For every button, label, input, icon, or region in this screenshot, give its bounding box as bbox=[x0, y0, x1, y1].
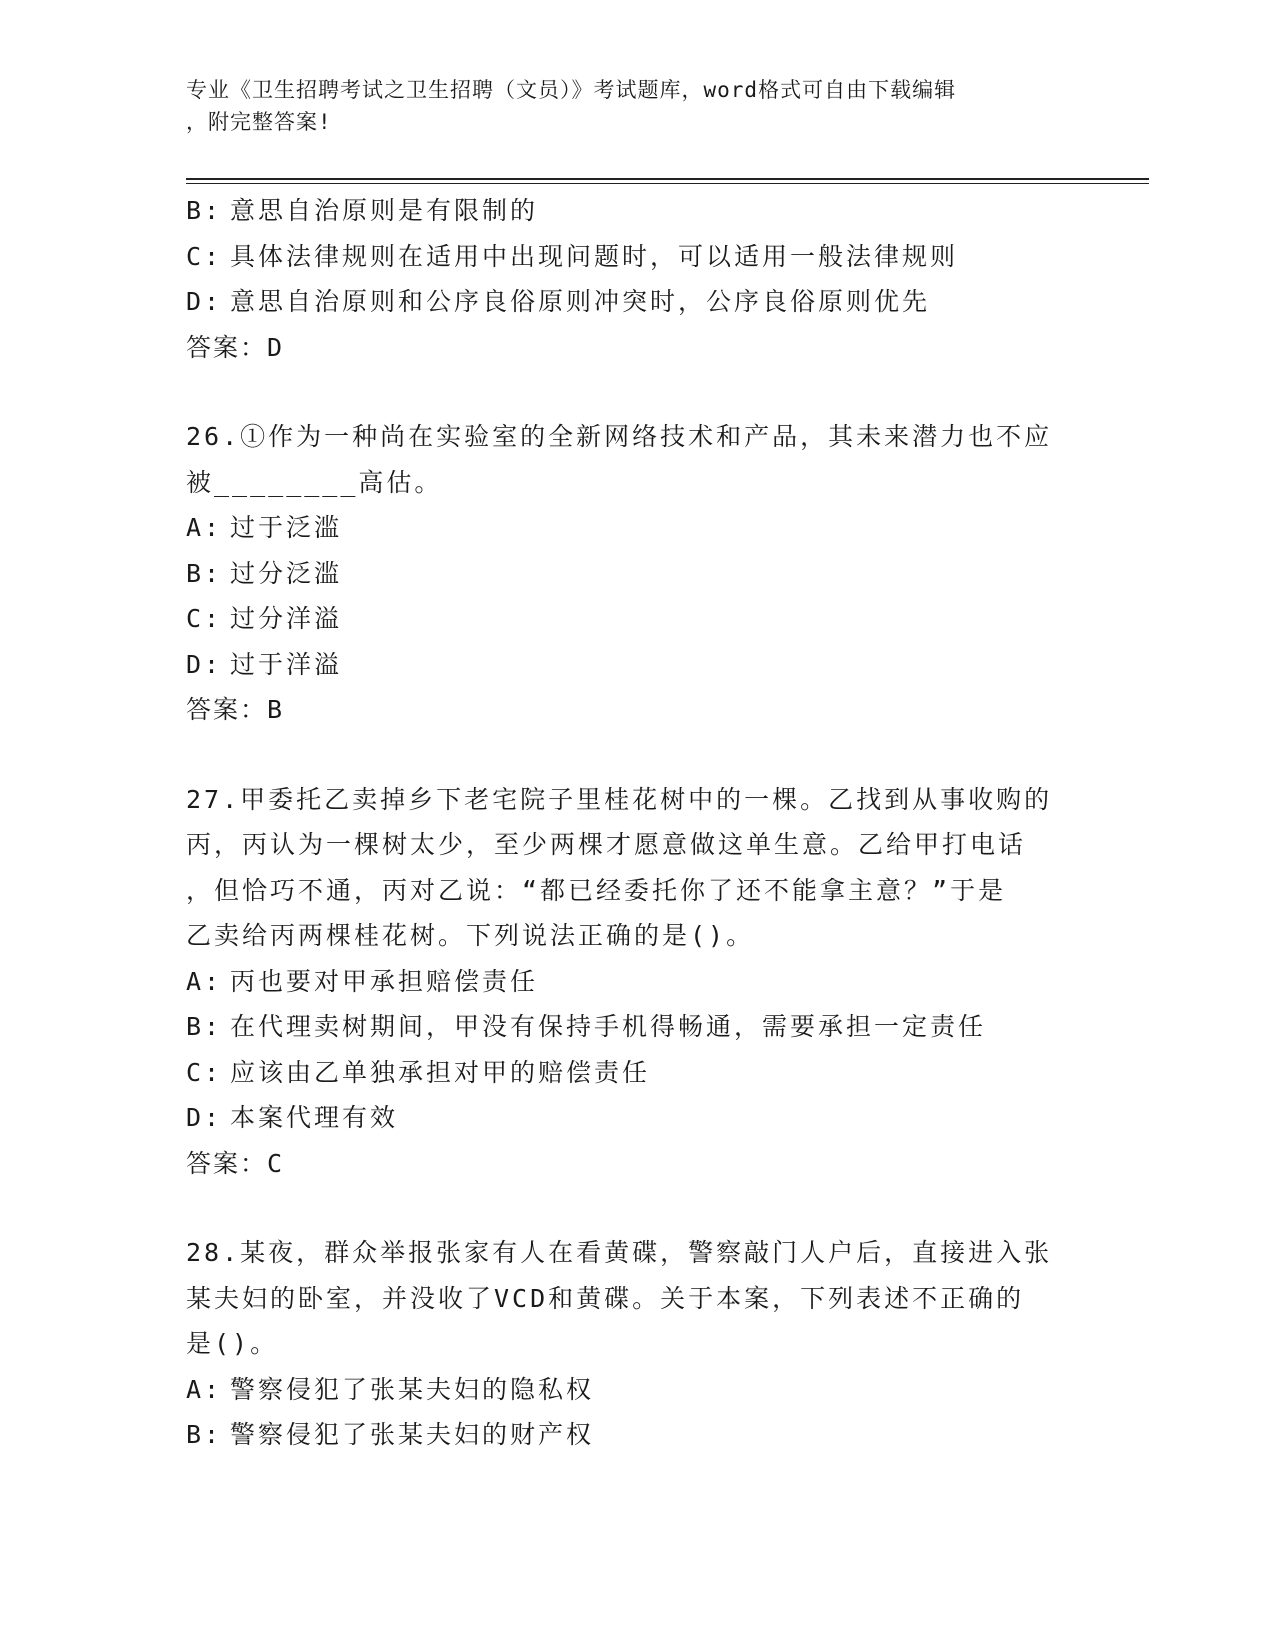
option-d bbox=[186, 1095, 1086, 1141]
document-body bbox=[186, 188, 1086, 1458]
option-text: 具体法律规则在适用中出现问题时，可以适用一般法律规则 bbox=[230, 241, 959, 271]
answer-value: B bbox=[267, 695, 285, 724]
question-stem-line: 27.甲委托乙卖掉乡下老宅院子里桂花树中的一棵。乙找到从事收购的 bbox=[186, 784, 1053, 814]
header-line-2: ，附完整答案! bbox=[186, 110, 332, 134]
answer-value: D bbox=[267, 332, 285, 362]
option-text: 过分泛滥 bbox=[230, 558, 343, 588]
option-c bbox=[186, 234, 1086, 280]
option-c bbox=[186, 596, 1086, 642]
option-key: B: bbox=[186, 1420, 223, 1449]
answer-value: C bbox=[267, 1148, 285, 1178]
option-a bbox=[186, 1367, 1086, 1413]
header-rule-thin bbox=[186, 183, 1149, 184]
question-stem-line: 丙，丙认为一棵树太少，至少两棵才愿意做这单生意。乙给甲打电话 bbox=[186, 830, 1027, 859]
option-key: C: bbox=[186, 1057, 223, 1087]
header-line-1: 专业《卫生招聘考试之卫生招聘（文员）》考试题库，word格式可自由下载编辑 bbox=[186, 78, 957, 102]
question-27 bbox=[186, 777, 1086, 1187]
document-header bbox=[186, 74, 1066, 138]
option-text: 本案代理有效 bbox=[230, 1103, 399, 1132]
question-stem-line: 乙卖给丙两棵桂花树。下列说法正确的是()。 bbox=[186, 921, 755, 950]
header-rule-thick bbox=[186, 178, 1149, 180]
option-key: A: bbox=[186, 966, 223, 996]
option-text: 警察侵犯了张某夫妇的隐私权 bbox=[230, 1374, 595, 1404]
option-key: C: bbox=[186, 604, 223, 633]
option-text: 应该由乙单独承担对甲的赔偿责任 bbox=[230, 1057, 651, 1087]
option-key: B: bbox=[186, 1012, 223, 1041]
option-a bbox=[186, 505, 1086, 551]
option-text: 警察侵犯了张某夫妇的财产权 bbox=[230, 1420, 595, 1449]
question-stem-line: 26.①作为一种尚在实验室的全新网络技术和产品，其未来潜力也不应 bbox=[186, 422, 1053, 451]
option-text: 过于洋溢 bbox=[230, 649, 343, 679]
option-key: D: bbox=[186, 649, 223, 679]
option-text: 丙也要对甲承担赔偿责任 bbox=[230, 966, 539, 996]
option-c bbox=[186, 1050, 1086, 1096]
option-a bbox=[186, 959, 1086, 1005]
option-key: D: bbox=[186, 1103, 223, 1132]
option-text: 过于泛滥 bbox=[230, 513, 343, 542]
option-key: A: bbox=[186, 513, 223, 542]
option-b bbox=[186, 1412, 1086, 1458]
question-26 bbox=[186, 414, 1086, 733]
answer-line bbox=[186, 325, 1086, 371]
question-stem-line: 被________高估。 bbox=[186, 467, 443, 497]
option-b bbox=[186, 551, 1086, 597]
option-text: 意思自治原则和公序良俗原则冲突时，公序良俗原则优先 bbox=[230, 287, 931, 316]
question-25 bbox=[186, 188, 1086, 370]
question-stem-line: 某夫妇的卧室，并没收了VCD和黄碟。关于本案，下列表述不正确的 bbox=[186, 1283, 1025, 1313]
question-stem-line: 28.某夜，群众举报张家有人在看黄碟，警察敲门人户后，直接进入张 bbox=[186, 1238, 1053, 1267]
answer-line bbox=[186, 1141, 1086, 1187]
spacer bbox=[186, 1186, 1086, 1230]
option-key: D: bbox=[186, 287, 223, 316]
spacer bbox=[186, 370, 1086, 414]
question-stem-line: ，但恰巧不通，丙对乙说：“都已经委托你了还不能拿主意？”于是 bbox=[186, 875, 1007, 905]
option-key: B: bbox=[186, 196, 223, 225]
option-text: 意思自治原则是有限制的 bbox=[230, 196, 539, 225]
option-d bbox=[186, 642, 1086, 688]
question-28 bbox=[186, 1230, 1086, 1458]
option-b bbox=[186, 188, 1086, 234]
option-key: A: bbox=[186, 1374, 223, 1404]
option-text: 过分洋溢 bbox=[230, 604, 343, 633]
answer-label: 答案： bbox=[186, 332, 268, 362]
option-key: C: bbox=[186, 241, 223, 271]
option-d bbox=[186, 279, 1086, 325]
answer-label: 答案： bbox=[186, 1148, 268, 1178]
option-key: B: bbox=[186, 558, 223, 588]
spacer bbox=[186, 733, 1086, 777]
option-b bbox=[186, 1004, 1086, 1050]
question-stem-line: 是()。 bbox=[186, 1329, 279, 1358]
option-text: 在代理卖树期间，甲没有保持手机得畅通，需要承担一定责任 bbox=[230, 1012, 987, 1041]
answer-label: 答案： bbox=[186, 695, 268, 724]
answer-line bbox=[186, 687, 1086, 733]
